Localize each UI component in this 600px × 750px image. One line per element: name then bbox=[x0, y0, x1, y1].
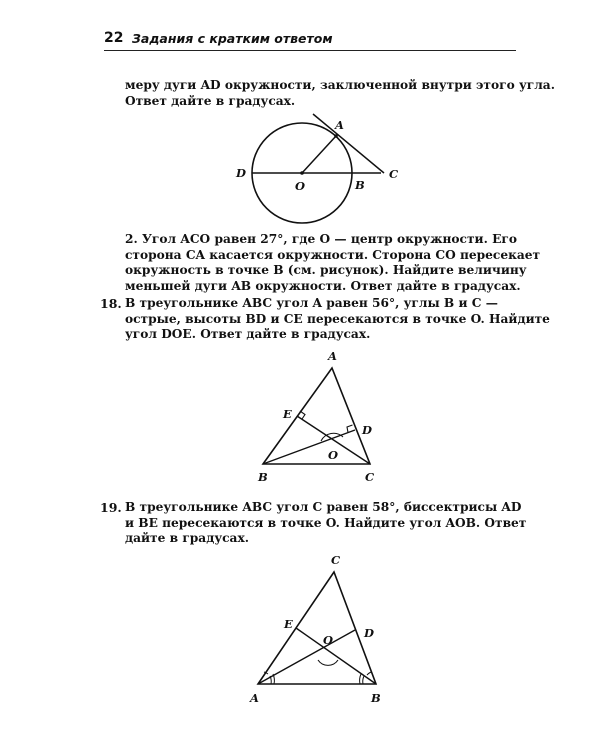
bisector-AD bbox=[258, 630, 355, 684]
angle-mark-B-1 bbox=[363, 676, 364, 684]
triangle-ABC bbox=[258, 572, 376, 684]
label-B: B bbox=[258, 470, 268, 484]
label-C: C bbox=[365, 470, 375, 484]
label-O: O bbox=[323, 633, 334, 647]
problem-18-line: В треугольнике ABC угол A равен 56°, углы B и C — bbox=[125, 296, 498, 310]
label-A: A bbox=[335, 118, 344, 132]
intro-line-2: Ответ дайте в градусах. bbox=[125, 93, 296, 108]
problem-19-line: В треугольнике ABC угол C равен 58°, биссектрисы AD bbox=[125, 500, 522, 514]
label-O: O bbox=[328, 448, 339, 462]
label-E: E bbox=[284, 617, 293, 631]
problem-2-line: окружность в точке B (см. рисунок). Найдите величину bbox=[125, 263, 527, 277]
intro-line-1: меру дуги AD окружности, заключенной внутри этого угла. bbox=[125, 78, 555, 92]
label-A: A bbox=[250, 691, 259, 705]
problem-2-line: сторона CA касается окружности. Сторона CO пересекает bbox=[125, 247, 541, 262]
problem-18-number: 18. bbox=[100, 296, 122, 311]
problem-19-line: и BE пересекаются в точке O. Найдите угол AOB. Ответ bbox=[125, 515, 527, 530]
angle-mark-B-3 bbox=[367, 672, 371, 675]
problem-19-number: 19. bbox=[100, 500, 122, 515]
label-C: C bbox=[331, 553, 341, 567]
label-O: O bbox=[295, 179, 306, 193]
angle-mark-B-2 bbox=[360, 674, 361, 684]
label-B: B bbox=[355, 178, 365, 192]
problem-18-line: острые, высоты BD и CE пересекаются в точке O. Найдите bbox=[125, 311, 550, 326]
label-A: A bbox=[328, 349, 337, 363]
angle-arc-AOB bbox=[318, 660, 338, 665]
problem-19-line: дайте в градусах. bbox=[125, 531, 249, 545]
problem-2-line: меньшей дуги AB окружности. Ответ дайте в градусах. bbox=[125, 278, 521, 293]
problem-2-line: 2. Угол ACO равен 27°, где O — центр окружности. Его bbox=[125, 232, 517, 246]
section-title: Задания с кратким ответом bbox=[132, 31, 333, 46]
label-E: E bbox=[283, 407, 292, 421]
problem-18-line: угол DOE. Ответ дайте в градусах. bbox=[125, 327, 371, 341]
label-D: D bbox=[364, 626, 374, 640]
label-D: D bbox=[362, 423, 372, 437]
label-B: B bbox=[371, 691, 381, 705]
page-number: 22 bbox=[104, 30, 124, 46]
label-D: D bbox=[236, 166, 246, 180]
label-C: C bbox=[389, 167, 399, 181]
